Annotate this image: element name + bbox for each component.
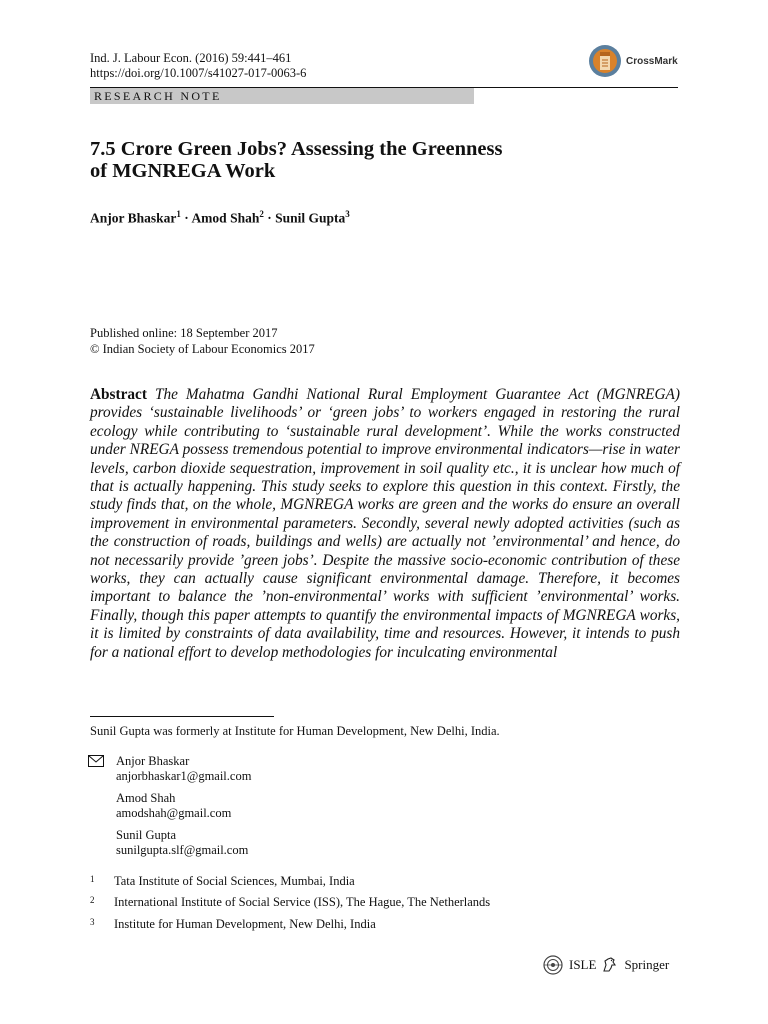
author-affiliation-marker: 3 [345,209,350,219]
affiliation-number: 3 [90,917,95,927]
contact-entry [116,754,251,784]
contact-name: Sunil Gupta [116,828,177,842]
title-line-1: 7.5 Crore Green Jobs? Assessing the Greenness [90,138,503,160]
contact-email[interactable]: amodshah@gmail.com [116,806,232,820]
isle-logo-icon [542,955,564,975]
publisher-logos [542,955,669,975]
publication-info [90,325,315,357]
springer-label: Springer [624,957,670,972]
affiliation [90,895,490,910]
affiliation-text: Tata Institute of Social Sciences, Mumbai, India [114,874,355,888]
footnote-formerly: Sunil Gupta was formerly at Institute for Human Development, New Delhi, India. [90,724,500,738]
crossmark-label: CrossMark [626,55,678,67]
contact-name: Anjor Bhaskar [116,754,190,768]
author-affiliation-marker: 1 [176,209,181,219]
contact-entry [116,791,231,821]
contact-email[interactable]: anjorbhaskar1@gmail.com [116,769,252,783]
affiliation-text: International Institute of Social Service (ISS), The Hague, The Netherlands [114,895,491,909]
copyright-line: © Indian Society of Labour Economics 2017 [90,342,315,356]
abstract [90,386,680,662]
crossmark-icon [588,44,622,78]
affiliation [90,917,376,932]
contact-name: Amod Shah [116,791,176,805]
published-date: Published online: 18 September 2017 [90,326,278,340]
author-list [90,209,350,227]
author-separator: · [184,210,189,226]
affiliation-number: 2 [90,895,95,905]
springer-horse-icon [601,956,619,974]
journal-citation [90,51,306,81]
author-name[interactable]: Amod Shah [191,210,260,226]
affiliation-number: 1 [90,874,95,884]
contact-entry [116,828,248,858]
article-title [90,138,680,182]
isle-label: ISLE [569,957,597,972]
affiliation [90,874,355,889]
author-name[interactable]: Anjor Bhaskar [90,210,177,226]
author-affiliation-marker: 2 [259,209,264,219]
author-separator: · [267,210,272,226]
crossmark-badge[interactable] [588,42,680,80]
footnote-rule [90,716,274,717]
title-line-2: of MGNREGA Work [90,160,276,182]
section-label: RESEARCH NOTE [94,89,222,103]
abstract-heading: Abstract [90,386,147,403]
affiliation-text: Institute for Human Development, New Delhi, India [114,917,376,931]
doi-link[interactable]: https://doi.org/10.1007/s41027-017-0063-6 [90,66,307,80]
contact-email[interactable]: sunilgupta.slf@gmail.com [116,843,249,857]
abstract-body: The Mahatma Gandhi National Rural Employment Guarantee Act (MGNREGA) provides ‘sustainable livelihoods’ or ‘green jobs’ to workers engaged in restoring the rural ecology while contributing to ‘sustainable rural development’. While the works constructed under NREGA possess tremendous potential to improve environmental indicators—rise in water levels, carbon dioxide sequestration, improvement in soil quality etc., it is unclear how much of that is actually happening. This study seeks to explore this question in this context. Firstly, the study finds that, on the whole, MGNREGA works are green and the works do ensure an overall improvement in environmental parameters. Secondly, several newly adopted activities (such as the construction of roads, buildings and wells) are actually not ’environmental’ and hence, do not necessarily provide ’green jobs’. Despite the massive socio-economic contribution of these works, they can actually cause significant environmental damage. Therefore, it becomes important to balance the ’non-environmental’ works with sufficient ’environmental’ works. Finally, though this paper attempts to quantify the environmental impacts of MGNREGA works, it is limited by constraints of data availability, time and resources. However, it intends to push for a national effort to develop methodologies for inculcating environmental [90,386,680,661]
journal-line: Ind. J. Labour Econ. (2016) 59:441–461 [90,51,292,65]
author-name[interactable]: Sunil Gupta [275,210,346,226]
envelope-icon[interactable] [88,755,104,767]
